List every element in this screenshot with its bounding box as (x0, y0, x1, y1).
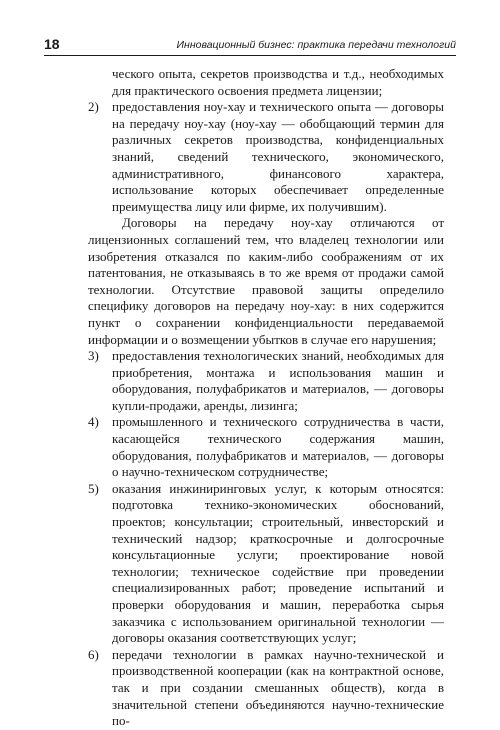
page-body (88, 66, 444, 730)
list-item-number: 5) (88, 480, 99, 496)
running-title: Инновационный бизнес: практика передачи технологий (176, 39, 456, 51)
list-item-number: 4) (88, 414, 99, 430)
list-item-text: предоставления ноу-хау и технического опыта — договоры на передачу ноу-хау (ноу-хау — обобщающий термин для различных секретов производства, конфиденциальных знаний, сведений технического, экономического, административного, финансового характера, использование которых обеспечивает определенные преимущества лицу или фирме, их получившим). (112, 99, 444, 214)
list-item-4 (88, 414, 444, 480)
list-item-3 (88, 348, 444, 414)
list-item-6 (88, 647, 444, 730)
page-number: 18 (44, 36, 60, 52)
list-item-text: предоставления технологических знаний, необходимых для приобретения, монтажа и использования машин и оборудования, полуфабрикатов и материалов, — договоры купли-продажи, аренды, лизинга; (112, 348, 444, 413)
list-item-number: 3) (88, 348, 99, 364)
list-item-text: передачи технологии в рамках научно-технической и производственной кооперации (как на контрактной основе, так и при создании смешанных обществ), когда в значительной степени объединяются научно-технические по- (112, 646, 444, 729)
body-paragraph: Договоры на передачу ноу-хау отличаются от лицензионных соглашений тем, что владелец технологии или изобретения отказался по каким-либо соображениям от их патентования, не отказываясь в то же время от продажи самой технологии. Отсутствие правовой защиты определило специфику договоров на передачу ноу-хау: в них содержится пункт о сохранении конфиденциальности передаваемой информации и о возмещении убытков в случае его нарушения; (88, 215, 444, 347)
list-item-number: 6) (88, 646, 99, 662)
list-item-text: оказания инжиниринговых услуг, к которым относятся: подготовка технико-экономических обоснований, проектов; консультации; строительный, инвесторский и технический надзор; краткосрочные и долгосрочные консультационные услуги; проектирование новой технологии; техническое содействие при проведении специализированных работ; проведение испытаний и проверки оборудования и машин, переработка сырья заказчика с использованием оригинальной технологии — договоры оказания соответствующих услуг; (112, 480, 444, 646)
list-item-number: 2) (88, 99, 99, 115)
list-item-2 (88, 99, 444, 215)
list-item-text: промышленного и технического сотрудничества в части, касающейся технического содержания машин, оборудования, полуфабрикатов и материалов, — договоры о научно-техническом сотрудничестве; (112, 414, 444, 480)
continuation-text: ческого опыта, секретов производства и т.д., необходимых для практического освоения предмета лицензии; (112, 66, 444, 98)
list-item-5 (88, 481, 444, 647)
page-header (44, 36, 456, 56)
